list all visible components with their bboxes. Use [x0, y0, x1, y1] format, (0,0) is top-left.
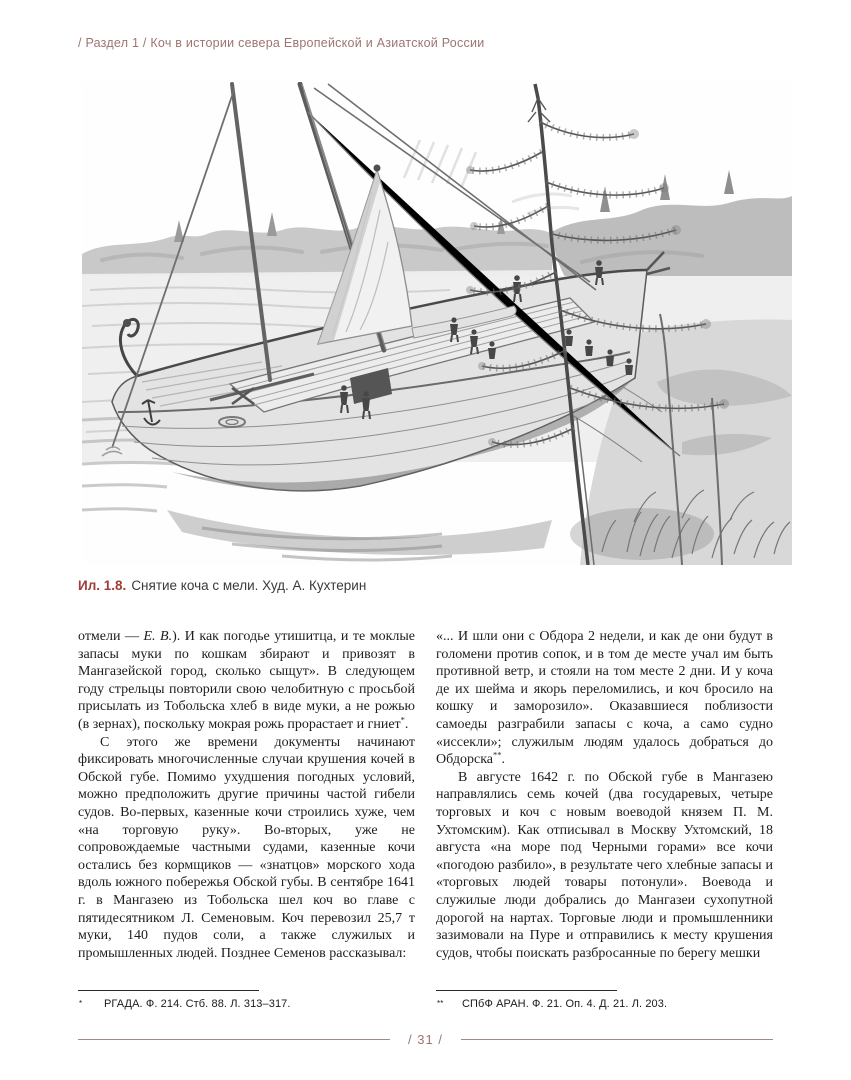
- footnote-right: [436, 990, 773, 1010]
- paragraph: отмели — Е. В.). И как погодье утишитца, и те моклые запасы муки по кошкам збирают и привозят в Мангазейской город, сколько сыщут». В следующем году стрельцы повторили свою челобитную с просьбой присылать из Тобольска хлеб в виде муки, а не рожью (в зернах), поскольку мокрая рожь прорастает и гниет*.: [78, 629, 415, 732]
- page-footer: [78, 1032, 773, 1047]
- footnote-rule: [436, 990, 617, 991]
- figure-caption-text: Снятие коча с мели. Худ. А. Кухтерин: [131, 578, 367, 593]
- koch-illustration: [82, 82, 792, 565]
- koch-illustration-sketch: [82, 82, 792, 565]
- footnote-left: [78, 990, 415, 1010]
- right-column: [436, 628, 773, 962]
- paragraph: «... И шли они с Обдора 2 недели, и как де они будут в голомени против сопок, и в том де месте учал им быть противной ветр, и стояли на том месте 2 дни. И у коча де их шейма и якорь переломились, и коч бросило на кошку и заморозило». Оказавшиеся поблизости самоеды разграбили запасы с коча, а само судно «иссекли»; служилым людям удалось добраться до Обдорска**.: [436, 629, 773, 768]
- footer-rule-right: [461, 1039, 773, 1040]
- footnote-marker: *: [79, 999, 83, 1008]
- footnote-marker: **: [493, 749, 502, 760]
- running-head: / Раздел 1 / Коч в истории севера Европейской и Азиатской России: [78, 36, 485, 50]
- figure-caption: [78, 578, 778, 593]
- footnote-rule: [78, 990, 259, 991]
- body-text: [78, 628, 773, 962]
- footnote-marker: **: [437, 999, 444, 1008]
- figure-caption-label: Ил. 1.8.: [78, 578, 127, 593]
- paragraph: В августе 1642 г. по Обской губе в Мангазею направлялись семь кочей (два государевых, четыре торговых и коч с новым воеводой князем П. М. Ухтомским). Как отписывал в Москву Ухтомский, 18 августа «на море под Черными горами» все кочи «погодою разбило», в результате чего хлебные запасы и «торговых людей товары потонули». Воевода и служилые люди добрались до Мангазеи сухопутной дорогой на нартах. Торговые люди и промышленники зазимовали на Пуре и отправились к месту крушения судов, чтобы поискать разбросанные по берегу мешки: [436, 769, 773, 961]
- page-number: / 31 /: [408, 1032, 443, 1047]
- footer-rule-left: [78, 1039, 390, 1040]
- footnote-text: СПбФ АРАН. Ф. 21. Оп. 4. Д. 21. Л. 203.: [462, 998, 668, 1010]
- paragraph: С этого же времени документы начинают фиксировать многочисленные случаи крушения кочей в Обской губе. Помимо ухудшения погодных условий, можно предположить другие причины частой гибели судов. Во-первых, казенные кочи строились хуже, чем «на торговую руку». Во-вторых, уже не сопровождаемые частными судами, казенные кочи остались без кормщиков — «знатцов» морского хода вдоль южного побережья Обской губы. В сентябре 1641 г. в Мангазею из Тобольска шел коч во главе с пятидесятником Л. Семеновым. Коч перевозил 25,7 т муки, 140 пудов соли, а также служилых и промышленных людей. Позднее Семенов рассказывал:: [78, 734, 415, 961]
- left-column: [78, 628, 415, 962]
- footnote-marker: *: [400, 714, 405, 725]
- footnote-text: РГАДА. Ф. 214. Стб. 88. Л. 313–317.: [104, 998, 291, 1010]
- editor-initials: Е. В.: [143, 629, 173, 644]
- footnotes: [78, 990, 773, 1010]
